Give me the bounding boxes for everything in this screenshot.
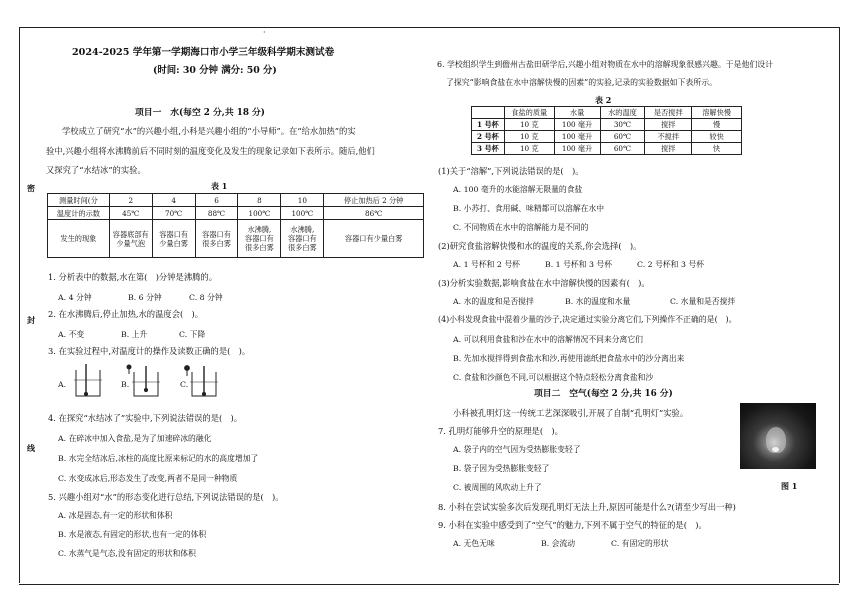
question-5-option-c[interactable]: C. 水蒸气是气态,没有固定的形状和体积 bbox=[58, 549, 196, 558]
section1-heading: 项目一 水(每空 2 分,共 18 分) bbox=[135, 108, 265, 118]
cell-line: 容器口有 bbox=[245, 234, 274, 243]
figure-1-caption: 图 1 bbox=[781, 481, 798, 491]
table-cell bbox=[238, 220, 281, 258]
table-cell: 100℃ bbox=[238, 207, 281, 220]
cell-line: 容器口有 bbox=[287, 234, 317, 243]
cell-line: 容器口有 bbox=[159, 229, 188, 239]
apparatus-b bbox=[127, 365, 160, 396]
table-cell: 10 克 bbox=[504, 131, 554, 143]
question-5-option-b[interactable]: B. 水是液态,有固定的形状,也有一定的体积 bbox=[58, 530, 207, 539]
section1-intro-line2: 验中,兴趣小组将水沸腾前后不同时刻的温度变化及发生的现象记录如下表所示。随后,他们 bbox=[46, 146, 375, 156]
cell-line: 容器底部有 bbox=[112, 229, 149, 239]
cell-line: 容器口有 bbox=[202, 229, 231, 239]
question-6-1-stem: (1)关于“溶解”,下列说法错误的是( )。 bbox=[438, 166, 584, 176]
question-6-3-option-c[interactable]: C. 水量和是否搅拌 bbox=[670, 297, 736, 306]
question-6-2-option-b[interactable]: B. 1 号杯和 3 号杯 bbox=[545, 260, 613, 269]
question-9-option-a[interactable]: A. 无色无味 bbox=[453, 539, 495, 548]
apparatus-a bbox=[74, 364, 102, 396]
table-cell: 60℃ bbox=[600, 143, 645, 155]
cell-line: 少量气泡 bbox=[116, 238, 146, 248]
question-6-intro-line1: 6. 学校组织学生到儋州古盐田研学后,兴趣小组对物质在水中的溶解现象很感兴趣。于是他们设计 bbox=[437, 60, 774, 69]
table-cell: 100 毫升 bbox=[554, 131, 600, 143]
question-7-option-b[interactable]: B. 袋子因为受热膨胀变轻了 bbox=[453, 464, 550, 473]
table-cell: 100 毫升 bbox=[554, 143, 600, 155]
table-cell: 6 bbox=[195, 194, 238, 207]
table-cell bbox=[152, 220, 195, 258]
question-6-2-option-a[interactable]: A. 1 号杯和 2 号杯 bbox=[453, 260, 520, 269]
table-cell: 45℃ bbox=[109, 207, 152, 220]
margin-mark-seal2: 封 bbox=[27, 315, 35, 325]
question-4-option-c[interactable]: C. 水变成冰后,形态发生了改变,两者不是同一种物质 bbox=[58, 474, 238, 483]
table-cell: 2 号杯 bbox=[472, 131, 505, 143]
table1-label: 表 1 bbox=[211, 181, 228, 191]
question-3-option-c[interactable]: C. bbox=[180, 380, 189, 389]
question-4-stem: 4. 在探究“水结冰了”实验中,下列说法错误的是( )。 bbox=[48, 413, 243, 423]
table-cell: 发生的现象 bbox=[48, 220, 110, 258]
table-cell: 测量时间(分 bbox=[48, 194, 110, 207]
table2-row-cup1 bbox=[472, 119, 742, 131]
section2-heading: 项目二 空气(每空 2 分,共 16 分) bbox=[534, 389, 673, 399]
table-cell: 10 克 bbox=[504, 143, 554, 155]
table-header-cell bbox=[472, 107, 505, 119]
table-cell bbox=[109, 220, 152, 258]
question-3-option-b[interactable]: B. bbox=[121, 380, 130, 389]
question-6-3-option-b[interactable]: B. 水的温度和水量 bbox=[565, 297, 631, 306]
table-cell: 4 bbox=[152, 194, 195, 207]
question-2-option-c[interactable]: C. 下降 bbox=[179, 330, 206, 339]
table-header-cell: 溶解快慢 bbox=[692, 107, 742, 119]
cell-line: 水沸腾, bbox=[290, 225, 315, 234]
question-6-4-option-a[interactable]: A. 可以利用食盐和沙在水中的溶解情况不同来分离它们 bbox=[453, 335, 643, 344]
question-7-stem: 7. 孔明灯能够升空的原理是( )。 bbox=[438, 426, 563, 436]
question-6-3-stem: (3)分析实验数据,影响食盐在水中溶解快慢的因素有( )。 bbox=[438, 278, 650, 288]
question-1-stem: 1. 分析表中的数据,水在第( )分钟是沸腾的。 bbox=[48, 272, 218, 282]
table-cell bbox=[195, 220, 238, 258]
table-cell: 30℃ bbox=[600, 119, 645, 131]
table-cell: 停止加热后 2 分钟 bbox=[324, 194, 424, 207]
thermometer-apparatus-figure bbox=[56, 364, 286, 398]
question-6-1-option-b[interactable]: B. 小苏打、食用碱、味精都可以溶解在水中 bbox=[453, 204, 605, 213]
lantern-flame bbox=[772, 447, 779, 452]
question-6-4-option-c[interactable]: C. 食盐和沙颜色不同,可以根据这个特点轻松分离食盐和沙 bbox=[453, 373, 654, 382]
cell-line: 很多白雾 bbox=[245, 243, 274, 252]
table-cell: 70℃ bbox=[152, 207, 195, 220]
table1-row-phenomena bbox=[48, 220, 424, 258]
table2-row-cup2 bbox=[472, 131, 742, 143]
cell-line: 很多白雾 bbox=[287, 243, 317, 252]
table-cell: 10 克 bbox=[504, 119, 554, 131]
question-2-option-a[interactable]: A. 不变 bbox=[58, 330, 85, 339]
section2-intro: 小科被孔明灯这一传统工艺深深吸引,开展了自制“孔明灯”实验。 bbox=[453, 408, 689, 418]
table-cell bbox=[281, 220, 324, 258]
question-4-option-a[interactable]: A. 在碎冰中加入食盐,是为了加速碎冰的融化 bbox=[58, 434, 212, 443]
section1-intro-line1: 学校成立了研究“水”的兴趣小组,小科是兴趣小组的“小导师”。在“给水加热”的实 bbox=[62, 126, 356, 136]
question-6-2-stem: (2)研究食盐溶解快慢和水的温度的关系,你会选择( )。 bbox=[438, 241, 642, 251]
table-cell: 60℃ bbox=[600, 131, 645, 143]
question-5-option-a[interactable]: A. 冰是固态,有一定的形状和体积 bbox=[58, 511, 173, 520]
cell-line: 水沸腾, bbox=[247, 225, 272, 234]
table-cell: 88℃ bbox=[195, 207, 238, 220]
table-cell: 3 号杯 bbox=[472, 143, 505, 155]
page-border-right bbox=[839, 27, 840, 583]
table1-row-temperature bbox=[48, 207, 424, 220]
margin-mark-seal: 密 bbox=[27, 183, 35, 193]
table2-label: 表 2 bbox=[595, 95, 612, 105]
table-cell: 不搅拌 bbox=[645, 131, 692, 143]
question-1-option-b[interactable]: B. 6 分钟 bbox=[128, 293, 162, 302]
margin-mark-line: 线 bbox=[27, 443, 35, 453]
table-cell: 100 毫升 bbox=[554, 119, 600, 131]
question-6-intro-line2: 了探究“影响食盐在水中溶解快慢的因素”的实验,记录的实验数据如下表所示。 bbox=[446, 78, 717, 87]
table-cell: 慢 bbox=[692, 119, 742, 131]
question-9-option-b[interactable]: B. 会流动 bbox=[541, 539, 576, 548]
table2-header-row bbox=[472, 107, 742, 119]
question-7-option-a[interactable]: A. 袋子内的空气因为受热膨胀变轻了 bbox=[453, 445, 581, 454]
question-3-option-a[interactable]: A. bbox=[58, 380, 67, 389]
question-7-option-c[interactable]: C. 被周围的风吹动上升了 bbox=[453, 483, 542, 492]
question-6-1-option-c[interactable]: C. 不同物质在水中的溶解能力是不同的 bbox=[453, 223, 589, 232]
table-cell: 2 bbox=[109, 194, 152, 207]
table-cell: 搅拌 bbox=[645, 119, 692, 131]
apparatus-c bbox=[185, 366, 218, 396]
table1 bbox=[47, 193, 424, 258]
question-9-stem: 9. 小科在实验中感受到了“空气”的魅力,下列不属于空气的特征的是( )。 bbox=[438, 520, 707, 530]
table-cell: 较快 bbox=[692, 131, 742, 143]
table-cell: 10 bbox=[281, 194, 324, 207]
exam-title: 2024-2025 学年第一学期海口市小学三年级科学期末测试卷 bbox=[72, 47, 335, 58]
question-6-4-option-b[interactable]: B. 先加水搅拌得到食盐水和沙,再使用滤纸把食盐水中的沙分离出来 bbox=[453, 354, 685, 363]
question-8-stem: 8. 小科在尝试实验多次后发现孔明灯无法上升,原因可能是什么?(请至少写出一种) bbox=[438, 502, 736, 512]
table-header-cell: 食盐的质量 bbox=[504, 107, 554, 119]
question-6-2-option-c[interactable]: C. 2 号杯和 3 号杯 bbox=[637, 260, 704, 269]
exam-subtitle: (时间: 30 分钟 满分: 50 分) bbox=[153, 65, 277, 76]
question-3-stem: 3. 在实验过程中,对温度计的操作及读数正确的是( )。 bbox=[48, 346, 251, 356]
question-2-stem: 2. 在水沸腾后,停止加热,水的温度会( )。 bbox=[48, 309, 204, 319]
question-6-1-option-a[interactable]: A. 100 毫升的水能溶解无限量的食盐 bbox=[453, 185, 583, 194]
table-cell: 快 bbox=[692, 143, 742, 155]
question-6-3-option-a[interactable]: A. 水的温度和是否搅拌 bbox=[453, 297, 534, 306]
question-9-option-c[interactable]: C. 有固定的形状 bbox=[611, 539, 669, 548]
table2 bbox=[471, 106, 742, 155]
table-cell: 温度计的示数 bbox=[48, 207, 110, 220]
question-1-option-a[interactable]: A. 4 分钟 bbox=[58, 293, 92, 302]
scan-dot: · bbox=[263, 28, 266, 37]
table-cell: 1 号杯 bbox=[472, 119, 505, 131]
table-cell: 容器口有少量白雾 bbox=[324, 220, 424, 258]
question-5-stem: 5. 兴趣小组对“水”的形态变化进行总结,下列说法错误的是( )。 bbox=[48, 492, 284, 502]
section1-intro-line3: 又探究了“水结冰”的实验。 bbox=[46, 165, 146, 175]
question-4-option-b[interactable]: B. 水完全结冰后,冰柱的高度比原来标记的水的高度增加了 bbox=[58, 454, 259, 463]
cell-line: 少量白雾 bbox=[159, 238, 188, 248]
table-cell: 86℃ bbox=[324, 207, 424, 220]
table-header-cell: 水量 bbox=[554, 107, 600, 119]
table-cell: 100℃ bbox=[281, 207, 324, 220]
question-6-4-stem: (4)小科发现食盐中混着少量的沙子,决定通过实验分离它们,下列操作不正确的是( )。 bbox=[438, 315, 737, 324]
page-border-left bbox=[19, 27, 20, 583]
table-cell: 搅拌 bbox=[645, 143, 692, 155]
table1-row-time bbox=[48, 194, 424, 207]
question-1-option-c[interactable]: C. 8 分钟 bbox=[189, 293, 223, 302]
cell-line: 很多白雾 bbox=[202, 238, 231, 248]
sky-lantern-photo bbox=[740, 403, 816, 469]
table-cell: 8 bbox=[238, 194, 281, 207]
table-header-cell: 水的温度 bbox=[600, 107, 645, 119]
table-header-cell: 是否搅拌 bbox=[645, 107, 692, 119]
table2-row-cup3 bbox=[472, 143, 742, 155]
question-2-option-b[interactable]: B. 上升 bbox=[121, 330, 148, 339]
